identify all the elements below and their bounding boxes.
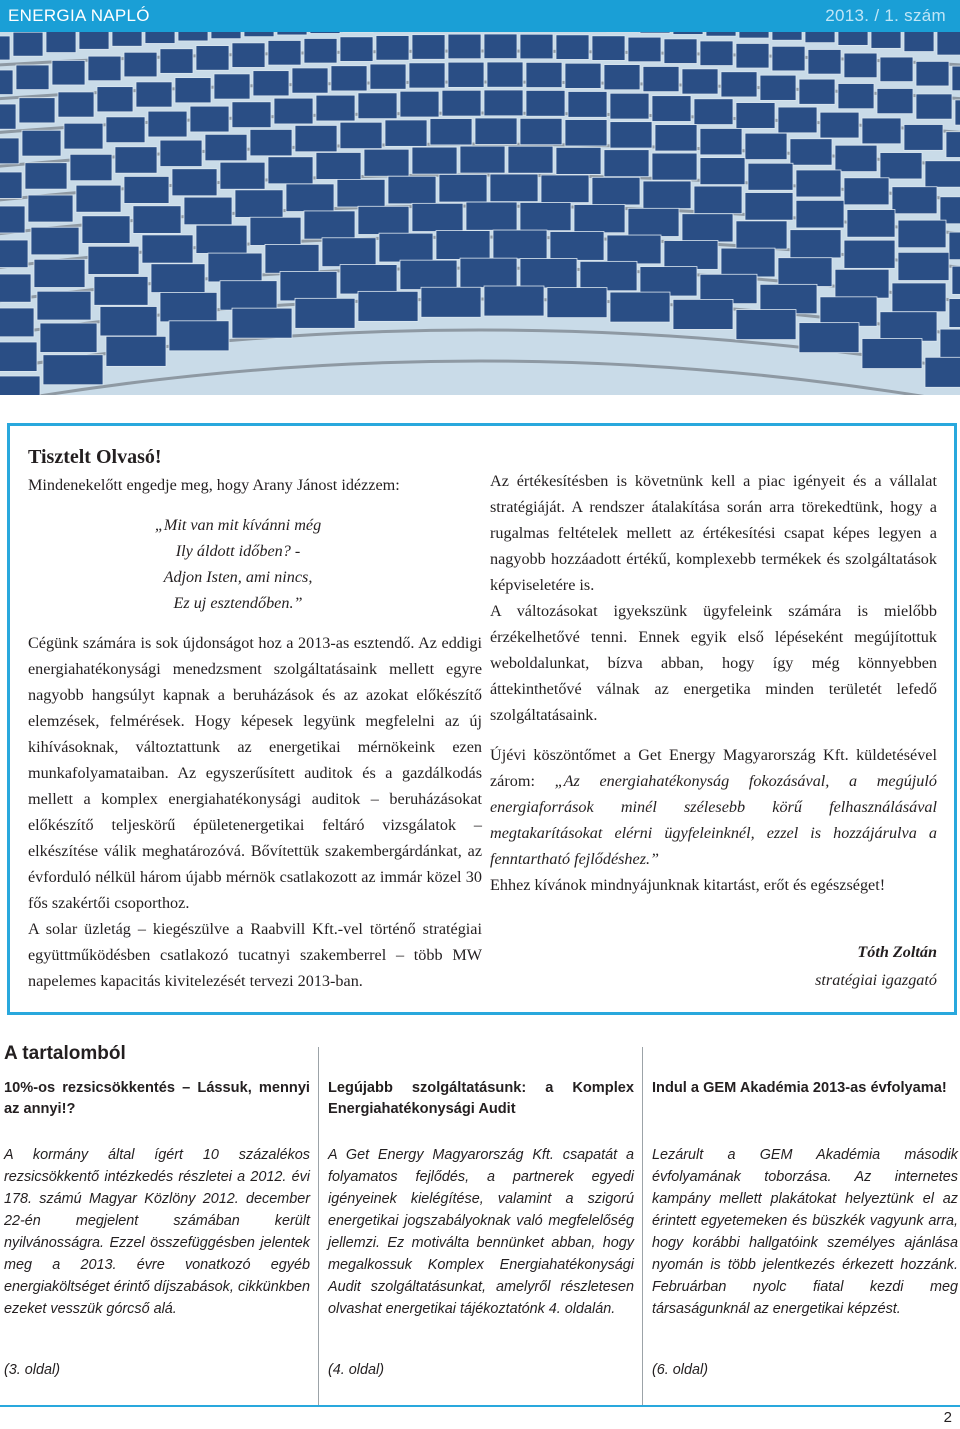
- solar-panel: [124, 176, 169, 203]
- solar-panel: [0, 104, 16, 129]
- solar-panel: [916, 61, 949, 86]
- solar-panel: [604, 65, 640, 90]
- solar-panel: [736, 43, 769, 68]
- solar-panel: [877, 88, 913, 113]
- solar-panel: [31, 227, 79, 255]
- solar-panel: [466, 202, 517, 230]
- solar-panel: [628, 208, 679, 236]
- solar-panel: [880, 57, 913, 82]
- solar-panel: [0, 206, 25, 233]
- contents-item-page: (3. oldal): [4, 1362, 60, 1378]
- solar-panel: [652, 153, 697, 180]
- solar-panel: [607, 235, 661, 264]
- solar-panel: [556, 147, 601, 174]
- solar-panel: [190, 106, 229, 132]
- solar-panel: [331, 66, 367, 91]
- solar-panel: [904, 125, 943, 151]
- solar-panel: [508, 146, 553, 173]
- letter-right-column: [490, 468, 937, 994]
- solar-panel: [745, 133, 787, 159]
- solar-panel: [265, 244, 319, 273]
- solar-panel: [871, 32, 901, 48]
- solar-panel: [574, 205, 625, 233]
- poem-line: „Mit van mit kívánni még: [154, 516, 322, 534]
- solar-panel: [169, 321, 229, 351]
- solar-panel: [235, 190, 283, 218]
- solar-panel: [526, 90, 565, 116]
- solar-panel: [526, 62, 562, 87]
- solar-panel: [160, 292, 217, 321]
- solar-panel: [952, 66, 960, 91]
- solar-panel: [892, 187, 937, 214]
- solar-panel: [292, 68, 328, 93]
- solar-panel: [0, 36, 10, 60]
- solar-panel: [700, 158, 745, 185]
- solar-panel: [358, 93, 397, 119]
- solar-panel: [232, 43, 265, 68]
- solar-panel: [736, 310, 796, 340]
- solar-panel: [592, 177, 640, 205]
- solar-panel: [460, 258, 517, 287]
- solar-panel: [286, 184, 334, 212]
- solar-panel: [244, 32, 274, 37]
- letter-paragraph: A változásokat igyekszünk ügyfeleink számára is mielőbb érzékelhetővé tenni. Ennek egyik első lépéseként megújítottuk weboldalunkat, bízva abban, hogy így még könnyebben áttekinthetővé válnak az energetika minden területét lefedő szolgáltatásaink.: [490, 602, 937, 724]
- solar-panel: [0, 70, 13, 95]
- solar-panel: [565, 63, 601, 88]
- solar-panel: [805, 32, 835, 43]
- solar-panel: [610, 93, 649, 119]
- solar-panel: [916, 94, 952, 119]
- solar-panel: [205, 134, 247, 160]
- solar-panel: [925, 161, 960, 187]
- solar-panel: [340, 37, 373, 62]
- contents-item-summary: Lezárult a GEM Akadémia második évfolyamának toborzása. Az internetes kampány mellett plakátokat helyeztünk el az érintett egyetemeken és büszkék vagyunk arra, hogy korábbi hallgatóink személyes ajánlása nyomán is több jelentkezés érkezett hozzánk. Februárban nyolc fiatal kezdi meg társaságunknál az energetikai képzést.: [652, 1147, 958, 1317]
- solar-panel: [898, 252, 949, 280]
- solar-panel: [847, 210, 895, 238]
- solar-panel: [0, 308, 34, 337]
- solar-panel: [760, 75, 796, 100]
- solar-panel: [340, 265, 397, 294]
- solar-panel: [0, 274, 31, 302]
- solar-panel: [799, 323, 859, 353]
- solar-panel: [25, 163, 67, 189]
- contents-item-page: (6. oldal): [652, 1362, 708, 1378]
- solar-panel: [643, 66, 679, 91]
- solar-panel: [520, 259, 577, 288]
- solar-panel: [148, 111, 187, 137]
- solar-panel: [790, 230, 841, 258]
- solar-panel: [736, 221, 787, 249]
- solar-panel: [484, 90, 523, 116]
- solar-panel: [838, 32, 868, 45]
- column-divider: [318, 1047, 319, 1407]
- solar-panel: [46, 32, 76, 53]
- solar-panel: [898, 220, 946, 248]
- solar-panel: [655, 125, 697, 151]
- solar-panel: [316, 95, 355, 121]
- solar-panel: [277, 32, 307, 35]
- solar-panel: [385, 120, 427, 146]
- solar-panel: [232, 308, 292, 338]
- contents-item-headline: 10%-os rezsicsökkentés – Lássuk, mennyi az annyi!?: [4, 1080, 310, 1117]
- solar-panel: [214, 74, 250, 99]
- solar-panel: [0, 138, 19, 164]
- solar-panel: [70, 154, 112, 180]
- solar-panel: [568, 91, 607, 117]
- letter-left-column: [28, 442, 482, 994]
- solar-panel: [862, 339, 922, 369]
- solar-panel: [448, 34, 481, 59]
- solar-panel: [220, 162, 265, 189]
- letter-paragraph: Ehhez kívánok mindnyájunknak kitartást, erőt és egészséget!: [490, 876, 886, 894]
- solar-panel: [160, 49, 193, 74]
- solar-panel: [772, 32, 802, 40]
- solar-panel: [694, 99, 733, 125]
- letter-paragraph: Az értékesítésben is követnünk kell a piac igényeit és a vállalat stratégiáját. A rendszer átalakítása során arra törekedtünk, hogy a rugalmas feltételek mellett az értékesítési csapat képes legyen a nagyobb hozzáadott értékű, komplexebb termékek és szolgáltatások képviseletére is.: [490, 472, 937, 594]
- solar-panel: [28, 195, 73, 222]
- solar-panel: [295, 298, 355, 328]
- page-number: 2: [943, 1409, 952, 1426]
- solar-panel: [937, 32, 960, 55]
- solar-panel: [19, 98, 55, 123]
- solar-panel: [112, 32, 142, 46]
- solar-panel: [541, 175, 589, 203]
- solar-panel: [706, 32, 736, 36]
- solar-panel: [652, 96, 691, 122]
- letter-intro: Mindenekelőtt engedje meg, hogy Arany Jánost idézzem:: [28, 476, 400, 494]
- solar-panel: [490, 174, 538, 202]
- solar-panel: [520, 118, 562, 144]
- solar-panel: [88, 56, 121, 81]
- solar-panel: [0, 376, 40, 395]
- solar-panel: [520, 202, 571, 230]
- solar-panel: [253, 71, 289, 96]
- letter-paragraph: Cégünk számára is sok újdonságot hoz a 2013-as esztendő. Az eddigi energiahatékonysági menedzsment szolgáltatásaink mellett egyre nagyobb hangsúlyt kapnak a beruházások és az azokat előkészítő elemzések, felmérések. Hogy képesek legyünk megfelelni az új kihívásoknak, változtattunk az energetikai mérnökeink ezen munkafolyamataiban. Az egyszerűsített auditok és a gazdálkodás mellett a komplex energiahatékonysági auditok – beruházásokat előkészítő teljeskörű épületenergetikai feltáró vizsgálatok – elkészítése válik meghatározóvá. Bővítettük szakembergárdánkat, az évforduló nélkül három újabb mérnök csatlakozott az immár közel 30 fős szakértői csoporthoz.: [28, 634, 482, 912]
- contents-item[interactable]: [652, 1072, 958, 1407]
- solar-panel: [820, 297, 877, 326]
- contents-item-summary: A kormány által ígért 10 százalékos rezsicsökkentő intézkedés részletei a 2012. évi 178. számú Magyar Közlöny 2012. december 22-én megjelent számában került nyilvánosságra. Ezzel összefüggésben jelentek meg a 2013. évre vonatkozó egyéb energiaköltséget érintő díjszabások, cikkünkben ezeket vesszük górcső alá.: [4, 1147, 310, 1317]
- solar-panel: [268, 40, 301, 65]
- solar-panel: [40, 323, 97, 352]
- solar-panel: [316, 152, 361, 179]
- solar-panel: [136, 82, 172, 107]
- solar-panel: [376, 36, 409, 61]
- header-bar: [0, 0, 960, 32]
- solar-panel: [790, 139, 832, 165]
- solar-panel: [796, 200, 844, 228]
- solar-panel: [550, 232, 604, 261]
- solar-panel: [220, 281, 277, 310]
- solar-panel: [340, 122, 382, 148]
- contents-item-headline: Indul a GEM Akadémia 2013-as évfolyama!: [652, 1080, 947, 1096]
- solar-panel: [370, 64, 406, 89]
- solar-panel: [64, 123, 103, 149]
- solar-panel: [700, 128, 742, 154]
- hero-photo: [0, 32, 960, 395]
- solar-panel: [160, 140, 202, 166]
- solar-panel: [358, 291, 418, 321]
- solar-panel: [673, 32, 703, 34]
- solar-panel: [178, 32, 208, 41]
- solar-panel: [484, 286, 544, 316]
- solar-panel: [604, 150, 649, 177]
- solar-panel: [448, 62, 484, 87]
- solar-panel: [196, 46, 229, 71]
- letter-paragraph: [490, 742, 937, 872]
- solar-panel: [835, 145, 877, 171]
- solar-panel: [673, 299, 733, 329]
- solar-panel: [520, 34, 553, 59]
- solar-panel: [880, 153, 922, 179]
- solar-panel: [0, 342, 37, 371]
- solar-panel: [745, 193, 793, 221]
- solar-panel: [52, 60, 85, 85]
- solar-panel: [337, 179, 385, 207]
- solar-panel: [0, 240, 28, 268]
- solar-panel: [106, 117, 145, 143]
- solar-panel: [124, 52, 157, 77]
- solar-panel: [547, 288, 607, 318]
- mission-statement: „Az energiahatékonyság fokozásával, a megújuló energiaforrások minél szélesebb körű felhasználásával megtakarításokat elérni ügyfeleinknél, ezzel is hozzájárulva a fenntartható fejlődéshez.”: [490, 772, 937, 868]
- solar-panel: [835, 269, 889, 298]
- poem-quote: [138, 512, 338, 616]
- contents-item-summary: A Get Energy Magyarország Kft. csapatát a folyamatos fejlődés, a partnerek egyedi igényeinek kielégítése, valamint a szigorú energetikai jogszabályoknak való megfelelőség jellemzi. Ez motiválta bennünket abban, hogy megalkossuk Komplex Energiahatékonysági Audit szolgáltatásunkat, amelyről részletesen olvashat energetikai tájékoztatónk 4. oldalán.: [328, 1147, 634, 1317]
- solar-panel: [721, 72, 757, 97]
- solar-panel: [16, 65, 49, 90]
- poem-line: Adjon Isten, ami nincs,: [163, 568, 313, 586]
- solar-panel: [493, 230, 547, 259]
- solar-panel: [172, 169, 217, 196]
- contents-section: [0, 1072, 960, 1407]
- solar-panel: [664, 39, 697, 64]
- mission-lead: Újévi köszöntőmet a Get Energy Magyarország Kft. küldetésével zárom:: [490, 746, 937, 790]
- solar-panel: [808, 49, 841, 74]
- solar-panel: [175, 78, 211, 103]
- solar-panel: [556, 35, 589, 60]
- solar-panel: [580, 261, 637, 290]
- solar-panel: [82, 216, 130, 244]
- solar-panel: [79, 32, 109, 49]
- solar-panel: [22, 130, 61, 156]
- solar-panel: [880, 312, 937, 341]
- solar-panel: [76, 185, 121, 212]
- solar-panel: [304, 38, 337, 63]
- solar-panel: [58, 92, 94, 117]
- solar-panel: [196, 225, 247, 253]
- footer-rule: [0, 1405, 960, 1407]
- contents-item[interactable]: [328, 1072, 634, 1407]
- letter-greeting: Tisztelt Olvasó!: [28, 446, 162, 468]
- solar-panel: [475, 118, 517, 144]
- editorial-letter: [7, 423, 957, 1015]
- solar-panel: [412, 35, 445, 60]
- solar-panel: [640, 32, 670, 33]
- poem-line: Ez uj esztendőben.”: [173, 594, 303, 612]
- solar-panel: [925, 357, 960, 387]
- solar-panel: [844, 178, 889, 205]
- solar-panel: [208, 253, 262, 282]
- solar-panel: [838, 84, 874, 109]
- solar-panel: [796, 170, 841, 197]
- solar-panel: [322, 238, 376, 267]
- issue-number: 2013. / 1. szám: [825, 6, 946, 25]
- solar-panel: [358, 206, 409, 234]
- solar-panel: [844, 53, 877, 78]
- solar-panel: [955, 100, 960, 125]
- solar-panel: [94, 276, 148, 305]
- solar-panel: [940, 329, 960, 358]
- contents-heading: A tartalomból: [4, 1043, 126, 1064]
- solar-panel: [13, 32, 43, 56]
- solar-panels-illustration: [0, 32, 960, 395]
- solar-panel: [430, 119, 472, 145]
- solar-panel: [232, 102, 271, 128]
- solar-panel: [421, 287, 481, 317]
- solar-panel: [439, 174, 487, 202]
- solar-panel: [88, 246, 139, 274]
- solar-panel: [592, 36, 625, 61]
- solar-panel: [748, 163, 793, 190]
- solar-panel: [409, 63, 445, 88]
- solar-panel: [694, 186, 742, 214]
- solar-panel: [484, 34, 517, 59]
- solar-panel: [43, 355, 103, 385]
- solar-panel: [610, 122, 652, 148]
- solar-panel: [184, 197, 232, 225]
- solar-panel: [643, 181, 691, 209]
- solar-panel: [364, 149, 409, 176]
- solar-panel: [268, 157, 313, 184]
- solar-panel: [949, 232, 960, 260]
- solar-panel: [400, 91, 439, 117]
- solar-panel: [949, 299, 960, 328]
- solar-panel: [664, 241, 718, 270]
- solar-panel: [946, 132, 960, 158]
- solar-panel: [610, 292, 670, 322]
- solar-panel: [736, 103, 775, 129]
- solar-panel: [628, 37, 661, 62]
- signature-name: Tóth Zoltán: [857, 943, 937, 961]
- solar-panel: [106, 336, 166, 366]
- solar-panel: [778, 107, 817, 133]
- solar-panel: [145, 32, 175, 43]
- column-divider: [642, 1047, 643, 1407]
- signature-title: stratégiai igazgató: [815, 971, 937, 989]
- solar-panel: [721, 248, 775, 277]
- solar-panel: [952, 266, 960, 294]
- solar-panel: [892, 283, 946, 312]
- solar-panel: [778, 258, 832, 287]
- solar-panel: [820, 112, 859, 138]
- solar-panel: [700, 41, 733, 66]
- solar-panel: [739, 32, 769, 38]
- solar-panel: [133, 206, 181, 234]
- letter-paragraph: A solar üzletág – kiegészülve a Raabvill Kft.-vel történő stratégiai együttműködésben csatlakozó tucatnyi szakemberrel – több MW napelemes kapacitás kivitelezését tervezi 2013-ban.: [28, 920, 482, 990]
- solar-panel: [151, 264, 205, 293]
- solar-panel: [37, 291, 91, 320]
- solar-panel: [640, 267, 697, 296]
- solar-panel: [442, 90, 481, 116]
- solar-panel: [211, 32, 241, 39]
- solar-panel: [904, 32, 934, 52]
- contents-item-headline: Legújabb szolgáltatásunk: a Komplex Energiahatékonysági Audit: [328, 1080, 634, 1117]
- solar-panel: [295, 125, 337, 151]
- solar-panel: [682, 214, 733, 242]
- solar-panel: [565, 120, 607, 146]
- contents-item-page: (4. oldal): [328, 1362, 384, 1378]
- solar-panel: [142, 235, 193, 263]
- solar-panel: [304, 211, 355, 239]
- solar-panel: [97, 87, 133, 112]
- solar-panel: [100, 307, 157, 336]
- solar-panel: [280, 271, 337, 300]
- solar-panel: [0, 172, 22, 198]
- newsletter-title: ENERGIA NAPLÓ: [8, 6, 150, 25]
- solar-panel: [487, 62, 523, 87]
- solar-panel: [460, 146, 505, 173]
- solar-panel: [436, 231, 490, 260]
- solar-panel: [799, 79, 835, 104]
- solar-panel: [310, 32, 340, 33]
- solar-panel: [34, 259, 85, 287]
- solar-panel: [115, 147, 157, 173]
- solar-panel: [274, 98, 313, 124]
- solar-panel: [412, 203, 463, 231]
- solar-panel: [250, 129, 292, 155]
- solar-panel: [844, 240, 895, 268]
- solar-panel: [379, 233, 433, 262]
- solar-panel: [400, 260, 457, 289]
- poem-line: Ily áldott időben? -: [175, 542, 301, 560]
- solar-panel: [862, 118, 901, 144]
- solar-panel: [412, 147, 457, 174]
- solar-panel: [772, 46, 805, 71]
- solar-panel: [388, 176, 436, 204]
- solar-panel: [250, 217, 301, 245]
- contents-item[interactable]: [4, 1072, 310, 1407]
- solar-panel: [682, 69, 718, 94]
